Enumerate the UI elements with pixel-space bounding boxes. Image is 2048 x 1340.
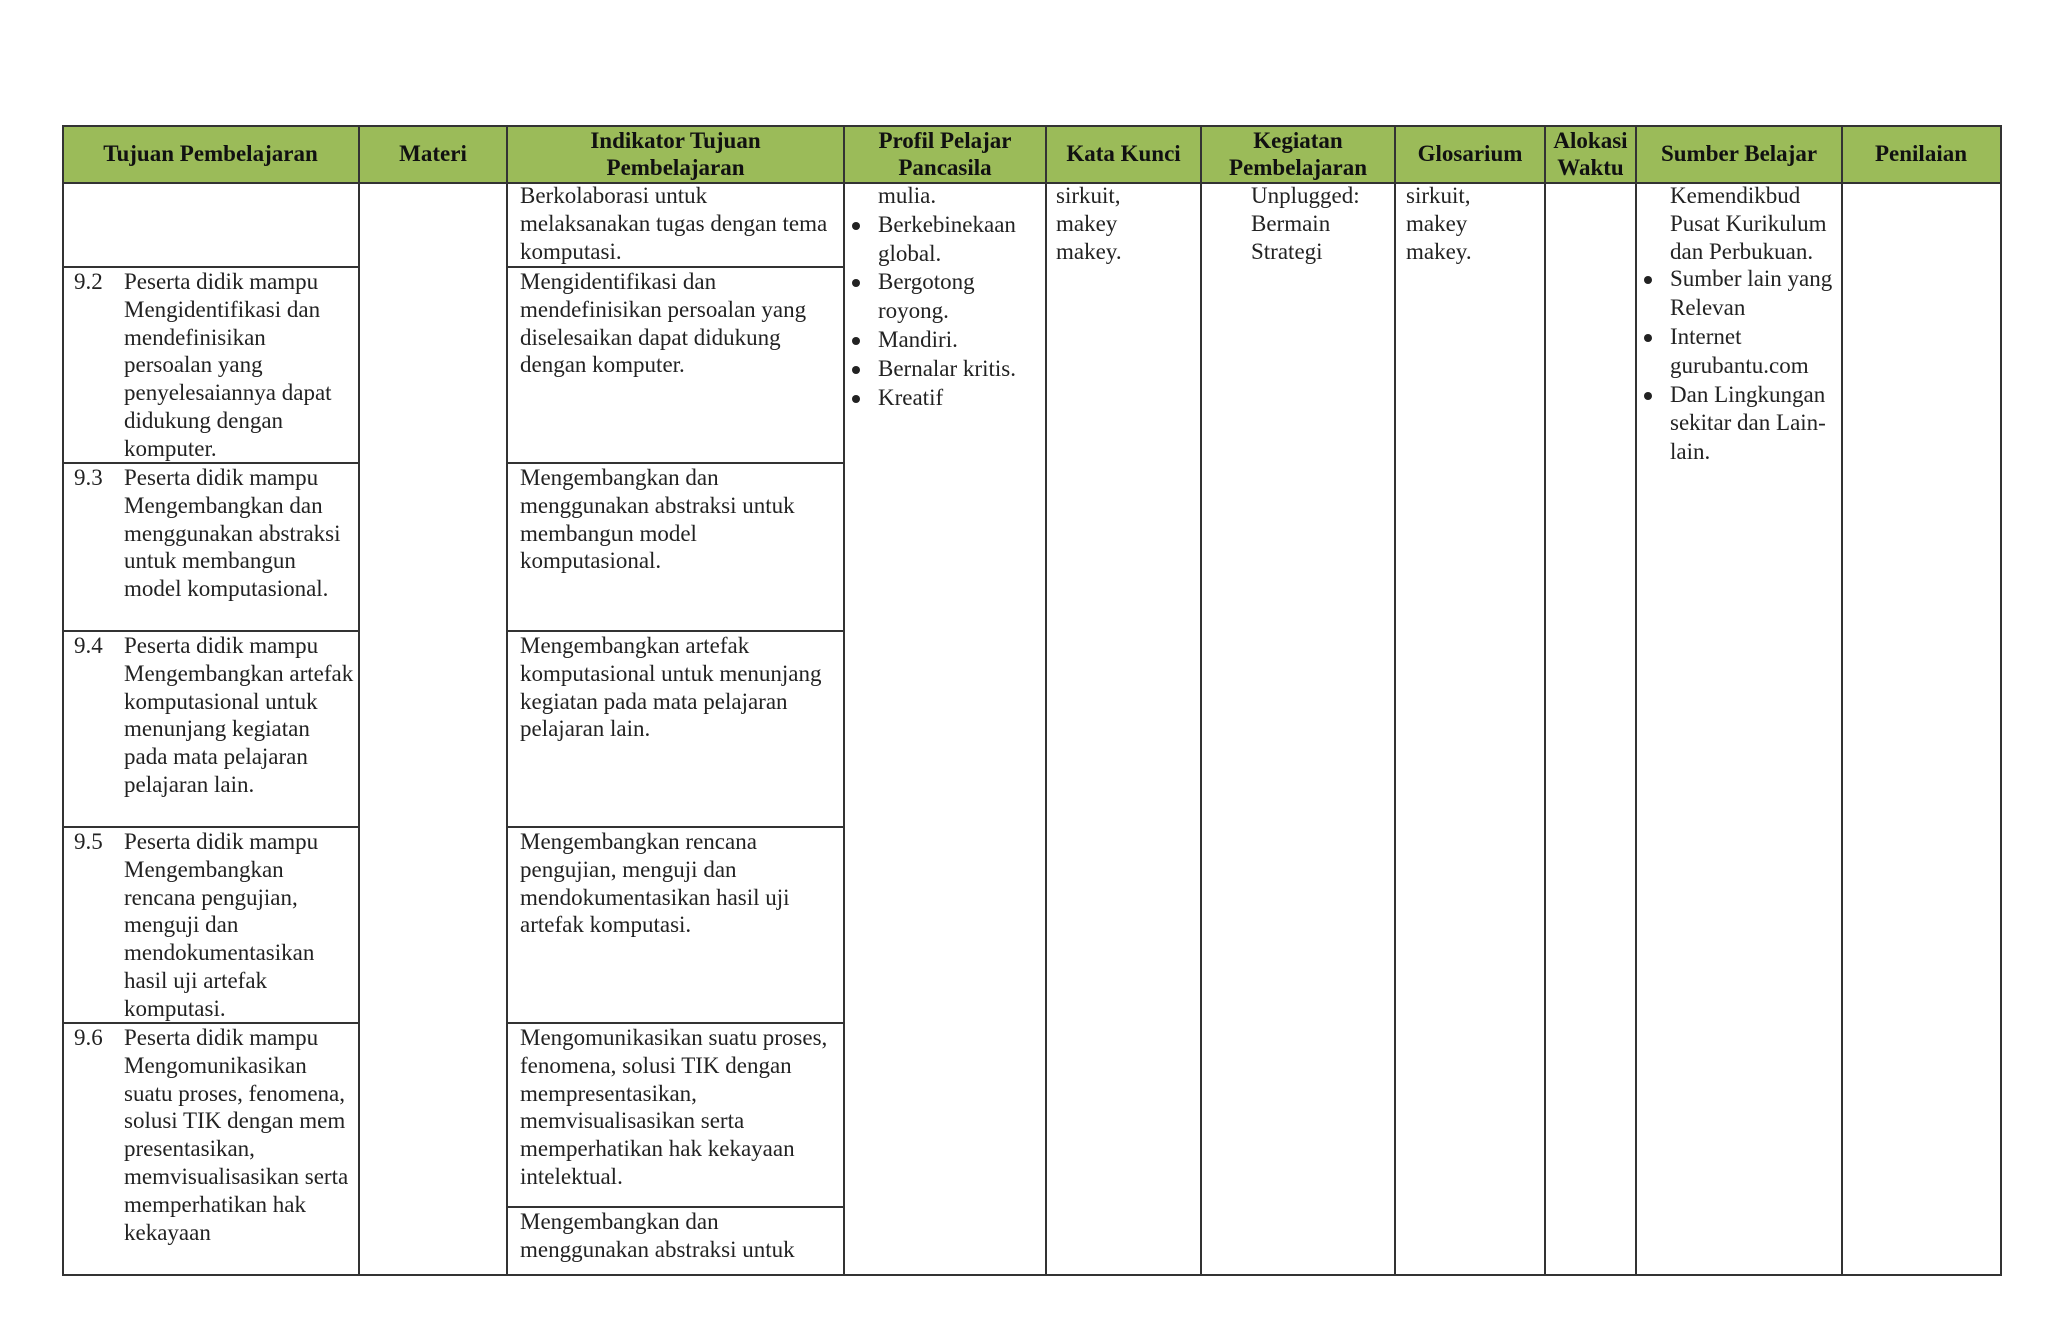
column-divider [1841, 125, 1843, 1274]
tujuan-number: 9.4 [74, 633, 103, 658]
profil-item: Bergotong royong. [847, 268, 1042, 326]
column-divider [1200, 125, 1202, 1274]
indikator-text: Mengembangkan artefak komputasional untuk menunjang kegiatan pada mata pelajaran pelajaran lain. [520, 633, 822, 742]
header-alokasi: Alokasi Waktu [1553, 127, 1628, 180]
column-divider [843, 125, 845, 1274]
tujuan-number: 9.5 [74, 829, 103, 854]
indikator-text: Mengidentifikasi dan mendefinisikan persoalan yang diselesaikan dapat didukung dengan komputer. [520, 269, 807, 378]
column-divider [1045, 125, 1047, 1274]
profil-item: Bernalar kritis. [847, 355, 1042, 384]
kegiatan-text: Unplugged: Bermain Strategi [1251, 183, 1360, 264]
indikator-text: Mengomunikasikan suatu proses, fenomena, solusi TIK dengan mempresentasikan, memvisualisasikan serta memperhatikan hak kekayaan intelektual. [520, 1025, 828, 1189]
profil-item: Berkebinekaan global. [847, 211, 1042, 269]
header-penilaian: Penilaian [1874, 141, 1967, 166]
header-tujuan: Tujuan Pembelajaran [103, 141, 318, 166]
column-divider [1635, 125, 1637, 1274]
lesson-plan-table [62, 125, 2000, 1274]
tujuan-text: Peserta didik mampu Mengomunikasikan suatu proses, fenomena, solusi TIK dengan mem presentasikan, memvisualisasikan serta memperhatikan hak kekayaan [124, 1025, 349, 1245]
profil-item: Mandiri. [847, 326, 1042, 355]
header-indikator: Indikator Tujuan Pembelajaran [590, 127, 761, 180]
tujuan-text: Peserta didik mampu Mengembangkan dan menggunakan abstraksi untuk membangun model komputasional. [124, 465, 341, 602]
profil-list [847, 182, 1042, 412]
profil-continuation: mulia. [878, 183, 937, 208]
header-glosarium: Glosarium [1417, 141, 1523, 166]
tujuan-number: 9.2 [74, 269, 103, 294]
header-sumber: Sumber Belajar [1660, 141, 1818, 166]
header-kegiatan: Kegiatan Pembelajaran [1229, 127, 1367, 180]
header-kata-kunci: Kata Kunci [1066, 141, 1181, 166]
sumber-item: Dan Lingkungan sekitar dan Lain-lain. [1639, 381, 1839, 467]
tujuan-text: Peserta didik mampu Mengembangkan rencana pengujian, menguji dan mendokumentasikan hasil uji artefak komputasi. [124, 829, 319, 1021]
tujuan-number: 9.3 [74, 465, 103, 490]
indikator-text: Berkolaborasi untuk melaksanakan tugas dengan tema komputasi. [520, 183, 828, 264]
sumber-item: Sumber lain yang Relevan [1639, 265, 1839, 323]
tujuan-text: Peserta didik mampu Mengembangkan artefak komputasional untuk menunjang kegiatan pada mata pelajaran pelajaran lain. [124, 633, 354, 797]
column-divider [1394, 125, 1396, 1274]
glosarium-text: sirkuit, makey makey. [1406, 183, 1472, 264]
kata-kunci-text: sirkuit, makey makey. [1056, 183, 1122, 264]
header-materi: Materi [399, 141, 467, 166]
sumber-list [1639, 182, 1839, 467]
column-divider [506, 125, 508, 1274]
column-divider [1544, 125, 1546, 1274]
indikator-text: Mengembangkan dan menggunakan abstraksi untuk membangun model komputasional. [520, 465, 795, 574]
header-profil: Profil Pelajar Pancasila [878, 127, 1012, 180]
indikator-text: Mengembangkan rencana pengujian, menguji dan mendokumentasikan hasil uji artefak komputasi. [520, 829, 790, 938]
tujuan-number: 9.6 [74, 1025, 103, 1050]
sumber-continuation: Kemendikbud Pusat Kurikulum dan Perbukuan. [1670, 183, 1827, 264]
tujuan-text: Peserta didik mampu Mengidentifikasi dan mendefinisikan persoalan yang penyelesaiannya dapat didukung dengan komputer. [124, 269, 332, 461]
sumber-item: Internet gurubantu.com [1639, 323, 1839, 381]
column-divider [358, 125, 360, 1274]
profil-item: Kreatif [847, 384, 1042, 413]
indikator-text: Mengembangkan dan menggunakan abstraksi untuk [520, 1209, 795, 1262]
